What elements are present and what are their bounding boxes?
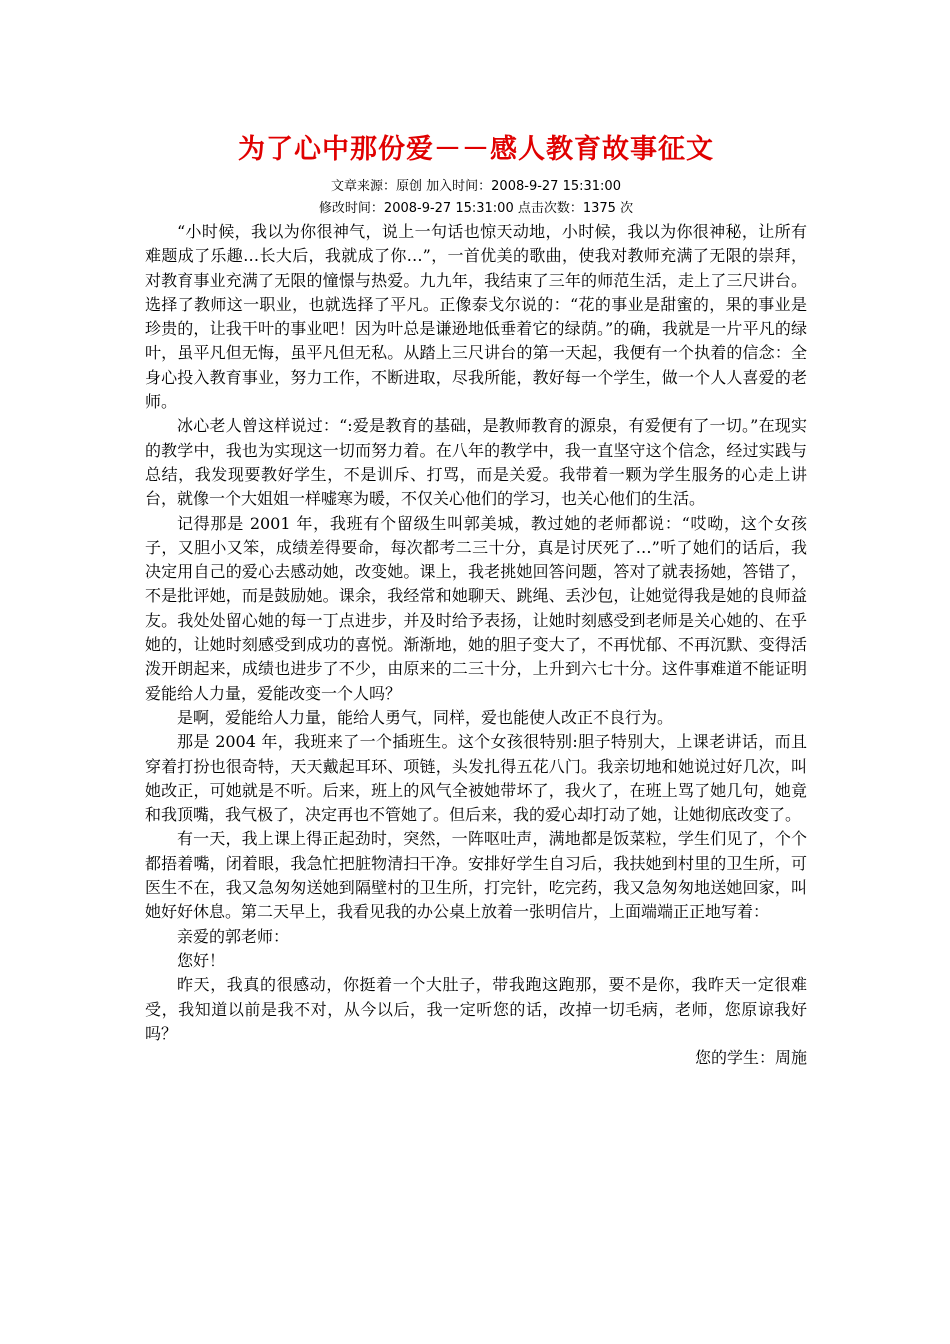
paragraph-2: 冰心老人曾这样说过：“:爱是教育的基础，是教师教育的源泉，有爱便有了一切。”在现实的教学中，我也为实现这一切而努力着。在八年的教学中，我一直坚守这个信念，经过实践与总结，我发现要教好学生，不是训斥、打骂，而是关爱。我带着一颗为学生服务的心走上讲台，就像一个大姐姐一样嘘寒为暖，不仅关心他们的学习，也关心他们的生活。 <box>145 416 807 509</box>
article-body <box>145 220 807 1070</box>
letter-greeting: 您好！ <box>177 950 226 970</box>
paragraph-5: 那是 2004 年，我班来了一个插班生。这个女孩很特别:胆子特别大，上课老讲话，而且穿着打扮也很奇特，天天戴起耳环、项链，头发扎得五花八门。我亲切地和她说过好几次，叫她改正，可她就是不听。后来，班上的风气全被她带坏了，我火了，在班上骂了她几句，她竟和我顶嘴，我气极了，决定再也不管她了。但后来，我的爱心却打动了她，让她彻底改变了。 <box>145 732 807 825</box>
article <box>145 128 807 1070</box>
paragraph-6: 有一天，我上课上得正起劲时，突然，一阵呕吐声，满地都是饭菜粒，学生们见了，个个都捂着嘴，闭着眼，我急忙把脏物清扫干净。安排好学生自习后，我扶她到村里的卫生所，可医生不在，我又急匆匆送她到隔壁村的卫生所，打完针，吃完药，我又急匆匆地送她回家，叫她好好休息。第二天早上，我看见我的办公桌上放着一张明信片，上面端端正正地写着： <box>145 829 807 922</box>
paragraph-3: 记得那是 2001 年，我班有个留级生叫郭美城，教过她的老师都说：“哎呦，这个女孩子，又胆小又笨，成绩差得要命，每次都考二三十分，真是讨厌死了…”听了她们的话后，我决定用自己的爱心去感动她，改变她。课上，我老挑她回答问题，答对了就表扬她，答错了，不是批评她，而是鼓励她。课余，我经常和她聊天、跳绳、丢沙包，让她觉得我是她的良师益友。我处处留心她的每一丁点进步，并及时给予表扬，让她时刻感受到老师是关心她的、在乎她的，让她时刻感受到成功的喜悦。渐渐地，她的胆子变大了，不再忧郁、不再沉默、变得活泼开朗起来，成绩也进步了不少，由原来的二三十分，上升到六七十分。这件事难道不能证明爱能给人力量，爱能改变一个人吗？ <box>145 513 807 703</box>
letter-signature: 您的学生：周施 <box>694 1048 807 1068</box>
article-title: 为了心中那份爱－－感人教育故事征文 <box>238 134 714 165</box>
article-meta-modified-clicks: 修改时间：2008-9-27 15:31:00 点击次数：1375 次 <box>318 201 634 216</box>
letter-body: 昨天，我真的很感动，你挺着一个大肚子，带我跑这跑那，要不是你，我昨天一定很难受，我知道以前是我不对，从今以后，我一定听您的话，改掉一切毛病，老师，您原谅我好吗？ <box>145 975 807 1043</box>
paragraph-1: “小时候，我以为你很神气，说上一句话也惊天动地，小时候，我以为你很神秘，让所有难题成了乐趣…长大后，我就成了你…”，一首优美的歌曲，使我对教师充满了无限的崇拜，对教育事业充满了无限的憧憬与热爱。九九年，我结束了三年的师范生活，走上了三尺讲台。选择了教师这一职业，也就选择了平凡。正像泰戈尔说的：“花的事业是甜蜜的，果的事业是珍贵的，让我干叶的事业吧！因为叶总是谦逊地低垂着它的绿荫。”的确，我就是一片平凡的绿叶，虽平凡但无悔，虽平凡但无私。从踏上三尺讲台的第一天起，我便有一个执着的信念：全身心投入教育事业，努力工作，不断进取，尽我所能，教好每一个学生，做一个人人喜爱的老师。 <box>145 222 807 412</box>
paragraph-4: 是啊，爱能给人力量，能给人勇气，同样，爱也能使人改正不良行为。 <box>177 707 674 727</box>
article-meta-source-time: 文章来源：原创 加入时间：2008-9-27 15:31:00 <box>331 179 621 194</box>
letter-salutation: 亲爱的郭老师： <box>177 926 290 946</box>
